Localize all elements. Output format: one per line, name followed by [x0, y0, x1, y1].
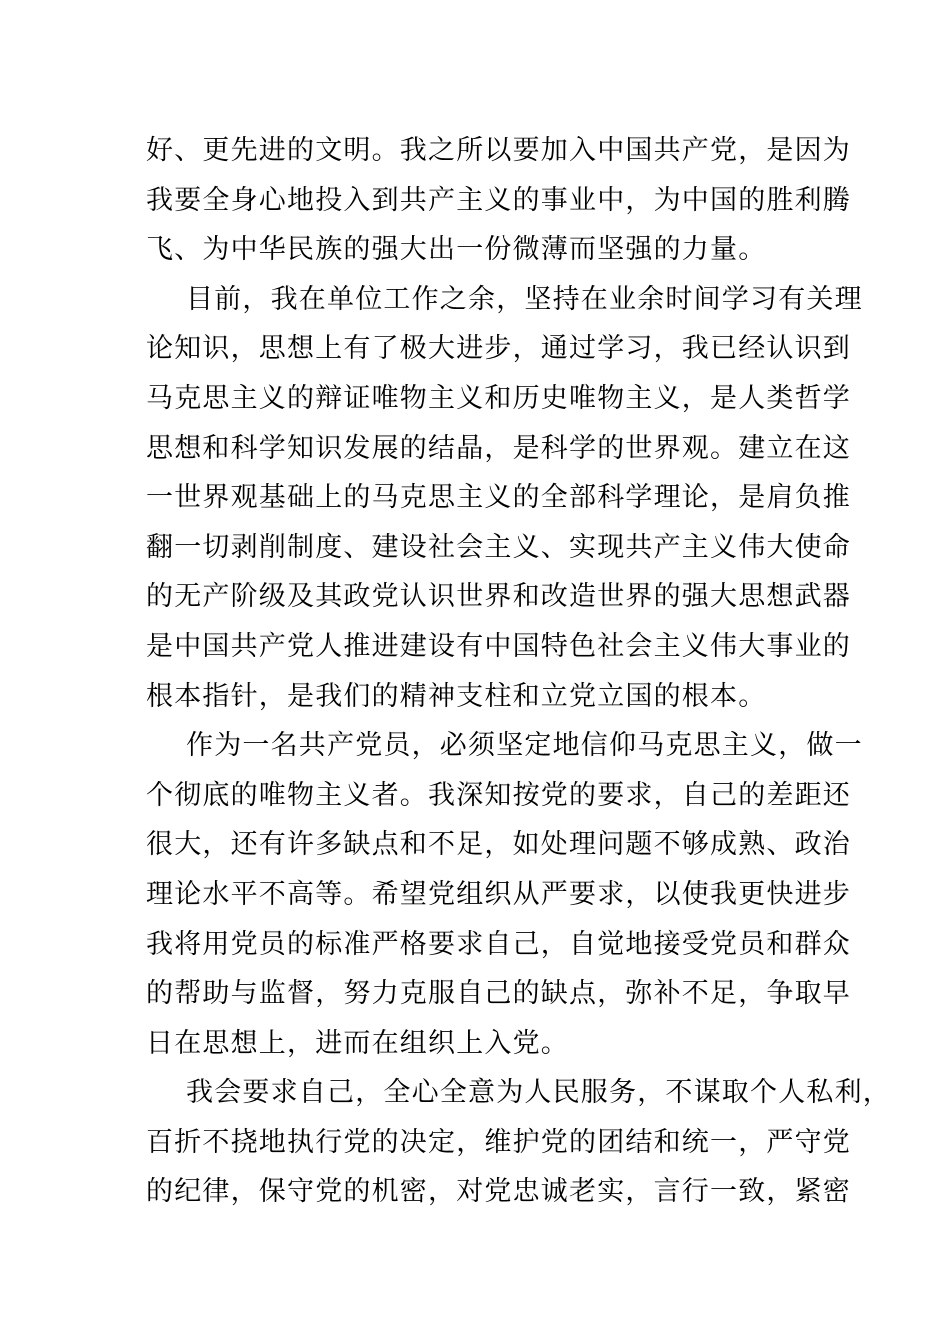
text-line: 理论水平不高等。希望党组织从严要求，以使我更快进步	[146, 878, 851, 910]
text-line: 是中国共产党人推进建设有中国特色社会主义伟大事业的	[146, 630, 851, 662]
text-line: 马克思主义的辩证唯物主义和历史唯物主义，是人类哲学	[146, 382, 851, 414]
text-line: 翻一切剥削制度、建设社会主义、实现共产主义伟大使命	[146, 531, 851, 563]
text-line: 我将用党员的标准严格要求自己，自觉地接受党员和群众	[146, 928, 851, 960]
text-line: 日在思想上，进而在组织上入党。	[146, 1027, 569, 1059]
text-line: 思想和科学知识发展的结晶，是科学的世界观。建立在这	[146, 432, 851, 464]
paragraph-first-line: 作为一名共产党员，必须坚定地信仰马克思主义，做一	[186, 730, 863, 762]
text-line: 很大，还有许多缺点和不足，如处理问题不够成熟、政治	[146, 829, 851, 861]
text-line: 好、更先进的文明。我之所以要加入中国共产党，是因为	[146, 135, 851, 166]
paragraph-first-line: 目前，我在单位工作之余，坚持在业余时间学习有关理	[186, 283, 863, 315]
text-line: 根本指针，是我们的精神支柱和立党立国的根本。	[146, 680, 767, 712]
text-line: 的无产阶级及其政党认识世界和改造世界的强大思想武器	[146, 581, 851, 613]
text-line: 的纪律，保守党的机密，对党忠诚老实，言行一致，紧密	[146, 1176, 851, 1208]
text-line: 百折不挠地执行党的决定，维护党的团结和统一，严守党	[146, 1126, 851, 1158]
text-line: 个彻底的唯物主义者。我深知按党的要求，自己的差距还	[146, 779, 851, 811]
text-line: 一世界观基础上的马克思主义的全部科学理论，是肩负推	[146, 482, 851, 514]
body-text	[146, 126, 891, 1217]
text-line: 的帮助与监督，努力克服自己的缺点，弥补不足，争取早	[146, 978, 851, 1010]
text-line: 飞、为中华民族的强大出一份微薄而坚强的力量。	[146, 234, 767, 266]
paragraph-first-line: 我会要求自己，全心全意为人民服务，不谋取个人私利，	[186, 1077, 891, 1109]
text-line: 论知识，思想上有了极大进步，通过学习，我已经认识到	[146, 333, 851, 365]
text-line: 我要全身心地投入到共产主义的事业中，为中国的胜利腾	[146, 184, 851, 216]
